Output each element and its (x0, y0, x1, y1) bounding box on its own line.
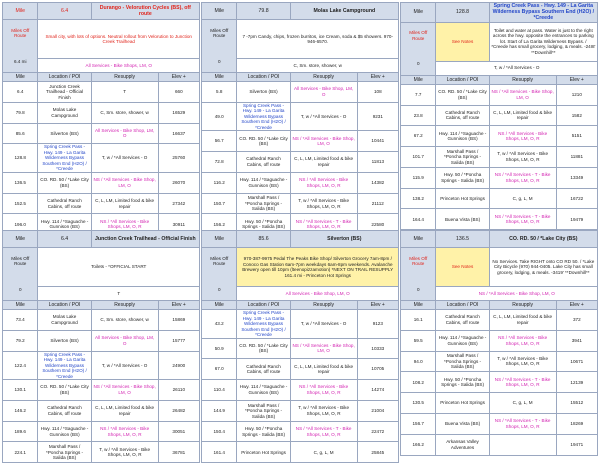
card-mile-value: 136.5 (436, 231, 489, 248)
table-row (3, 442, 200, 463)
row-mile: 128.8 (3, 144, 38, 173)
col-elev: Elev + (357, 73, 398, 82)
table-row (202, 442, 399, 463)
col-elev: Elev + (357, 301, 398, 310)
card-title: Molas Lake Campground (290, 3, 398, 20)
row-location: Cathedral Ranch Cabins, off route (38, 400, 91, 421)
table-row (401, 188, 598, 209)
row-mile: 150.7 (202, 193, 237, 214)
row-elev: 26110 (158, 380, 199, 401)
row-location: Cathedral Ranch Cabins, off route (436, 105, 489, 126)
row-resupply: T, w / *All Services - Bike Shops, LM, O, R (290, 400, 357, 421)
row-location: Spring Creek Pass - Hwy. 149 - La Garita Wilderness Bypass Southern End (H2O) / *Creede (237, 310, 290, 339)
row-mile: 144.9 (202, 400, 237, 421)
row-elev: 22472 (357, 421, 398, 442)
col-resupply: Resupply (91, 301, 158, 310)
miles-off-cell (202, 248, 237, 301)
row-location: Spring Creek Pass - Hwy. 149 - La Garita Wilderness Bypass Southern End (H2O) / *Creede (237, 102, 290, 131)
row-elev: 11813 (357, 152, 398, 173)
row-elev: 21112 (357, 193, 398, 214)
row-resupply: NS / *All Services - T - Bike Shops, LM, O, R (489, 209, 556, 230)
col-mile: Mile (401, 75, 436, 84)
card-mile-value: 85.6 (237, 231, 290, 248)
row-resupply: NS / *All Services - Bike Shops, LM, O, R (91, 421, 158, 442)
row-elev: 108 (357, 82, 398, 103)
table-row (202, 131, 399, 152)
row-elev: 10705 (357, 359, 398, 380)
row-location: Silverton (BS) (237, 82, 290, 103)
row-elev: 26070 (158, 172, 199, 193)
row-mile: 116.2 (202, 172, 237, 193)
miles-off-cell (401, 248, 436, 301)
row-resupply: All Services - Bike Shop, LM, O (91, 330, 158, 351)
row-elev: 12139 (556, 372, 597, 393)
row-location: Hwy. 50 / *Poncha Springs - Salida (BS) (436, 372, 489, 393)
row-location: Hwy. 50 / *Poncha Springs - Salida (BS) (436, 167, 489, 188)
table-row (401, 126, 598, 147)
table-row (3, 193, 200, 214)
row-mile: 7.7 (401, 84, 436, 105)
miles-off-value: 0 (217, 286, 221, 292)
row-resupply: NS / *All Services - Bike Shops, LM, O, R (489, 126, 556, 147)
row-resupply: NS / *All Services - Bike Shop, LM, O (91, 172, 158, 193)
notes-flag: See Notes (436, 248, 489, 287)
table-row (3, 351, 200, 380)
card-title: Spring Creek Pass - Hwy. 149 - La Garita Wilderness Bypass Southern End (H2O) / *Creede (489, 3, 597, 23)
card-mile-label: Mile (202, 3, 237, 20)
row-elev: 1210 (556, 84, 597, 105)
table-row (401, 413, 598, 434)
miles-off-value: 0 (416, 61, 420, 67)
row-mile: 67.0 (202, 359, 237, 380)
col-mile: Mile (401, 301, 436, 310)
row-location: Marshall Pass / *Poncha Springs - Salida (BS) (436, 147, 489, 168)
row-resupply: T, w / *All Services - Bike Shops, LM, O, R (489, 147, 556, 168)
row-elev: 13349 (556, 167, 597, 188)
row-resupply: C, g, L, M (489, 393, 556, 414)
row-location: Marshall Pass / *Poncha Springs - Salida (BS) (38, 442, 91, 463)
row-location: Marshall Pass / *Poncha Springs - Salida (BS) (237, 400, 290, 421)
row-mile: 136.5 (3, 172, 38, 193)
cue-table (400, 2, 598, 230)
table-row (3, 172, 200, 193)
row-mile: 50.9 (202, 338, 237, 359)
card-mile-label: Mile (3, 3, 38, 20)
row-mile: 130.1 (3, 380, 38, 401)
col-mile: Mile (3, 301, 38, 310)
row-resupply (489, 434, 556, 455)
row-resupply: NS / *All Services - Bike Shop, LM, O (489, 84, 556, 105)
row-mile: 156.2 (202, 214, 237, 235)
row-elev: 15869 (158, 310, 199, 331)
miles-off-label: Miles Off Route (210, 255, 229, 267)
row-mile: 108.2 (401, 372, 436, 393)
col-mile: Mile (202, 301, 237, 310)
table-row (3, 400, 200, 421)
notes-text: Toilet and water at pass. Water is just to the right across the hwy. opposite the entrances to parking lot. Start of La Garita Wilderness Bypass. / *Creede has small grocery, lodging, & meals. -24I8' **Downhill** (489, 22, 597, 61)
row-location: CO. RD. 50 / *Lake City (BS) (38, 172, 91, 193)
row-mile: 115.9 (401, 167, 436, 188)
row-mile: 73.4 (3, 310, 38, 331)
table-row (202, 338, 399, 359)
notes-text: Toilets - *OFFICIAL START (38, 248, 200, 287)
row-resupply: C, g, L, M (489, 188, 556, 209)
row-mile: 156.7 (401, 413, 436, 434)
row-location: Buena Vista (BS) (436, 209, 489, 230)
row-resupply: T, w / *All Services - O (290, 102, 357, 131)
miles-off-label: Miles Off Route (210, 27, 229, 39)
table-row (202, 421, 399, 442)
table-row (202, 172, 399, 193)
row-elev: 372 (556, 310, 597, 331)
table-row (401, 351, 598, 372)
row-location: Hwy. 50 / *Poncha Springs - Salida (BS) (237, 214, 290, 235)
row-resupply: T, w / *All Services - Bike Shops, LM, O, R (489, 351, 556, 372)
table-row (3, 123, 200, 144)
row-elev: 14274 (357, 380, 398, 401)
row-location: CO. RD. 50 / *Lake City (BS) (237, 338, 290, 359)
cue-card (201, 230, 399, 463)
notes-text: 7 -7pm Candy, chips, frozen burritos, ice Cream, soda & $5 showers. 970-946-6570. (237, 20, 399, 59)
row-location: Silverton (BS) (38, 123, 91, 144)
row-elev: 15777 (158, 330, 199, 351)
cue-table (201, 2, 399, 235)
row-elev: 25845 (357, 442, 398, 463)
row-location: Molas Lake Campground (38, 102, 91, 123)
table-row (202, 380, 399, 401)
col-location: Location / POI (38, 73, 91, 82)
card-mile-label: Mile (3, 231, 38, 248)
table-row (202, 152, 399, 173)
row-location: Hwy. 114 / *Saguache - Gunnison (BS) (436, 126, 489, 147)
row-resupply: C, Sm. store, shower, w (91, 310, 158, 331)
miles-off-cell (401, 22, 436, 75)
row-resupply: C, L, LM, Limited food & bike repair (290, 359, 357, 380)
row-resupply: NS / *All Services - T - Bike Shops, LM, O, R (290, 421, 357, 442)
row-mile: 94.0 (401, 351, 436, 372)
card-mile-value: 6.4 (38, 3, 91, 20)
miles-off-cell (3, 20, 38, 73)
row-elev: 27342 (158, 193, 199, 214)
row-location: Hwy. 114 / *Saguache - Gunnison (BS) (38, 421, 91, 442)
col-resupply: Resupply (489, 75, 556, 84)
row-location: Princeton Hot Springs (436, 188, 489, 209)
card-mile-label: Mile (202, 231, 237, 248)
row-location: Hwy. 114 / *Saguache - Gunnison (BS) (237, 172, 290, 193)
row-location: Marshall Pass / *Poncha Springs - Salida (BS) (436, 351, 489, 372)
row-elev: 16637 (158, 123, 199, 144)
row-location: Molas Lake Campground (38, 310, 91, 331)
cue-card (2, 230, 200, 463)
table-row (401, 434, 598, 455)
row-mile: 79.2 (3, 330, 38, 351)
notes-text: Small city, with lots of options. Neutral rollout from Velorution to Junction Creek Trailhead (38, 20, 200, 59)
row-resupply: NS / *All Services - Bike Shops, LM, O, R (489, 330, 556, 351)
row-mile: 6.4 (3, 82, 38, 103)
col-resupply: Resupply (91, 73, 158, 82)
miles-off-value: 0 (416, 286, 420, 292)
miles-off-cell (202, 20, 237, 73)
row-resupply: C, L, LM, Limited food & bike repair (290, 152, 357, 173)
row-mile: 5.8 (202, 82, 237, 103)
miles-off-label: Miles Off Route (11, 255, 30, 267)
row-mile: 110.4 (202, 380, 237, 401)
table-row (401, 167, 598, 188)
row-elev: 14382 (357, 172, 398, 193)
row-resupply: NS / *All Services - T - Bike Shops, LM, O, R (489, 413, 556, 434)
row-elev: 25760 (158, 144, 199, 173)
table-row (401, 330, 598, 351)
miles-off-cell (3, 248, 38, 301)
card-mile-value: 128.8 (436, 3, 489, 23)
resupply-summary: C, Sm. store, shower, w (237, 59, 399, 73)
row-mile: 152.5 (3, 193, 38, 214)
row-mile: 79.8 (3, 102, 38, 123)
row-location: Hwy. 114 / *Saguache - Gunnison (BS) (436, 330, 489, 351)
cue-table (400, 230, 598, 456)
row-location: Princeton Hot Springs (436, 393, 489, 414)
cue-table (2, 2, 200, 235)
miles-off-value: 0 (18, 286, 22, 292)
cue-card (400, 2, 598, 230)
miles-off-value: 6.4 mi (13, 58, 27, 64)
cue-card (2, 2, 200, 235)
table-row (202, 400, 399, 421)
row-resupply: T, w / *All Services - O (290, 310, 357, 339)
row-location: Hwy. 50 / *Poncha Springs - Salida (BS) (237, 421, 290, 442)
row-location: Arkansas Valley Adventures (436, 434, 489, 455)
row-resupply: NS / *All Services - Bike Shop, LM, O (290, 338, 357, 359)
col-elev: Elev + (556, 75, 597, 84)
row-location: Cathedral Ranch Cabins, off route (237, 152, 290, 173)
row-elev: 15512 (556, 393, 597, 414)
row-resupply: T, w / *All Services - Bike Shops, LM, O, R (91, 442, 158, 463)
resupply-summary: T, w / *All Services - O (436, 61, 598, 75)
table-row (3, 380, 200, 401)
table-row (3, 144, 200, 173)
row-elev: 30051 (158, 421, 199, 442)
miles-off-label: Miles Off Route (409, 30, 428, 41)
card-title: Junction Creek Trailhead - Official Finish (91, 231, 199, 248)
row-mile: 72.8 (202, 152, 237, 173)
row-resupply: NS / *All Services - Bike Shops, LM, O, R (91, 214, 158, 235)
col-location: Location / POI (237, 73, 290, 82)
row-elev: 9231 (357, 102, 398, 131)
row-elev: 11881 (556, 147, 597, 168)
col-location: Location / POI (237, 301, 290, 310)
row-resupply: T, w / *All Services - O (91, 351, 158, 380)
row-elev: 16529 (158, 102, 199, 123)
miles-off-value: 0 (217, 58, 221, 64)
col-location: Location / POI (38, 301, 91, 310)
row-elev: 9123 (357, 310, 398, 339)
row-resupply: T, w / *All Services - O (91, 144, 158, 173)
row-resupply: NS / *All Services - Bike Shops, LM, O, R (290, 380, 357, 401)
resupply-summary: NS / *All Services - Bike Shop, LM, O (436, 287, 598, 301)
table-row (3, 102, 200, 123)
row-elev: 36781 (158, 442, 199, 463)
row-elev: 21004 (357, 400, 398, 421)
row-elev: 1582 (556, 105, 597, 126)
miles-off-label: Miles Off Route (11, 27, 30, 39)
table-row (202, 102, 399, 131)
row-location: Cathedral Ranch Cabins, off route (436, 310, 489, 331)
table-row (401, 372, 598, 393)
card-mile-value: 79.8 (237, 3, 290, 20)
table-row (401, 310, 598, 331)
row-resupply: NS / *All Services - Bike Shop, LM, O (91, 380, 158, 401)
card-title: Durango - Velorution Cycles (BS), off route (91, 3, 199, 20)
row-mile: 224.1 (3, 442, 38, 463)
card-title: Silverton (BS) (290, 231, 398, 248)
row-resupply: All Services - Bike Shop, LM, O (91, 123, 158, 144)
row-mile: 56.7 (202, 131, 237, 152)
table-row (401, 209, 598, 230)
row-mile: 85.6 (3, 123, 38, 144)
row-resupply: C, L, LM, Limited food & bike repair (91, 400, 158, 421)
resupply-summary: All Services - Bike Shops, LM, O (38, 59, 200, 73)
card-mile-label: Mile (401, 3, 436, 23)
row-elev: 10333 (357, 338, 398, 359)
col-mile: Mile (202, 73, 237, 82)
row-resupply: All Services - Bike Shop, LM, O (290, 82, 357, 103)
row-location: Princeton Hot Springs (237, 442, 290, 463)
row-location: Cathedral Ranch Cabins, off route (237, 359, 290, 380)
table-row (202, 310, 399, 339)
table-row (401, 393, 598, 414)
row-location: Silverton (BS) (38, 330, 91, 351)
miles-off-label: Miles Off Route (409, 255, 428, 267)
row-elev: 24900 (158, 351, 199, 380)
row-location: CO. RD. 50 / *Lake City (BS) (237, 131, 290, 152)
cue-card (201, 2, 399, 235)
row-resupply: T, w / *All Services - Bike Shops, LM, O, R (290, 193, 357, 214)
col-resupply: Resupply (290, 73, 357, 82)
notes-text: 970-387-9975 Pedal The Peaks Bike Shop/ Silverton Grocery 7am-8pm / Conoco Gas Station 6am-7pm weekdays 6am-8pm weekends. Avalanche Brewery open till 10pm (lteenopizzamotion) *NEXT ON TRAIL RESUPPLY 161.4 mi - Princeton Hot Springs (237, 248, 399, 287)
row-location: Spring Creek Pass - Hwy. 149 - La Garita Wilderness Bypass Southern End (H2O) / *Creede (38, 351, 91, 380)
row-location: Marshall Pass / *Poncha Springs - Salida (BS) (237, 193, 290, 214)
table-row (3, 82, 200, 103)
row-mile: 138.2 (401, 188, 436, 209)
row-elev: 3941 (556, 330, 597, 351)
table-row (401, 105, 598, 126)
table-row (401, 84, 598, 105)
row-location: Hwy. 114 / *Saguache - Gunnison (BS) (38, 214, 91, 235)
row-resupply: C, Sm. store, shower, w (91, 102, 158, 123)
col-elev: Elev + (158, 301, 199, 310)
row-mile: 101.7 (401, 147, 436, 168)
row-mile: 166.2 (401, 434, 436, 455)
row-elev: 30911 (158, 214, 199, 235)
notes-flag: See Notes (436, 22, 489, 61)
row-elev: 10671 (556, 351, 597, 372)
card-mile-value: 6.4 (38, 231, 91, 248)
table-row (202, 359, 399, 380)
col-location: Location / POI (436, 75, 489, 84)
row-elev: 18269 (556, 413, 597, 434)
cue-card (400, 230, 598, 456)
row-resupply: T (91, 82, 158, 103)
row-elev: 5151 (556, 126, 597, 147)
col-resupply: Resupply (489, 301, 556, 310)
col-mile: Mile (3, 73, 38, 82)
row-resupply: NS / *All Services - T - Bike Shops, LM, O, R (290, 214, 357, 235)
row-elev: 16722 (556, 188, 597, 209)
col-location: Location / POI (436, 301, 489, 310)
row-elev: 19479 (556, 209, 597, 230)
table-row (3, 421, 200, 442)
resupply-summary: All Services - Bike Shop, LM, O (237, 287, 399, 301)
row-resupply: NS / *All Services - T - Bike Shops, LM, O, R (489, 167, 556, 188)
cue-table (201, 230, 399, 463)
row-location: Cathedral Ranch Cabins, off route (38, 193, 91, 214)
row-location: Junction Creek Trailhead - Official Finish (38, 82, 91, 103)
table-row (3, 310, 200, 331)
row-resupply: C, g, L, M (290, 442, 357, 463)
row-location: Hwy. 114 / *Saguache - Gunnison (BS) (237, 380, 290, 401)
row-resupply: NS / *All Services - Bike Shop, LM, O (290, 131, 357, 152)
col-elev: Elev + (556, 301, 597, 310)
card-title: CO. RD. 50 / *Lake City (BS) (489, 231, 597, 248)
row-elev: 660 (158, 82, 199, 103)
row-mile: 146.2 (3, 400, 38, 421)
row-location: CO. RD. 50 / *Lake City (BS) (38, 380, 91, 401)
row-mile: 161.4 (202, 442, 237, 463)
row-mile: 150.4 (202, 421, 237, 442)
row-location: CO. RD. 50 / *Lake City (BS) (436, 84, 489, 105)
row-mile: 43.2 (202, 310, 237, 339)
resupply-summary: T (38, 287, 200, 301)
row-resupply: C, L, LM, Limited food & bike repair (489, 105, 556, 126)
row-elev: 26482 (158, 400, 199, 421)
table-row (3, 330, 200, 351)
row-mile: 122.4 (3, 351, 38, 380)
row-elev: 10441 (357, 131, 398, 152)
card-mile-label: Mile (401, 231, 436, 248)
row-elev: 22580 (357, 214, 398, 235)
row-location: Buena Vista (BS) (436, 413, 489, 434)
row-mile: 164.4 (401, 209, 436, 230)
row-resupply: NS / *All Services - Bike Shops, LM, O, R (290, 172, 357, 193)
row-mile: 189.6 (3, 421, 38, 442)
row-mile: 130.5 (401, 393, 436, 414)
row-resupply: NS / *All Services - T - Bike Shops, LM, O, R (489, 372, 556, 393)
row-mile: 59.5 (401, 330, 436, 351)
row-location: Spring Creek Pass - Hwy. 149 - La Garita Wilderness Bypass Southern End (H2O) / *Creede (38, 144, 91, 173)
col-resupply: Resupply (290, 301, 357, 310)
row-mile: 67.2 (401, 126, 436, 147)
row-mile: 49.0 (202, 102, 237, 131)
row-mile: 23.8 (401, 105, 436, 126)
row-resupply: C, L, LM, Limited food & bike repair (489, 310, 556, 331)
table-row (202, 82, 399, 103)
cue-table (2, 230, 200, 463)
row-mile: 196.0 (3, 214, 38, 235)
table-row (202, 193, 399, 214)
table-row (401, 147, 598, 168)
row-mile: 16.1 (401, 310, 436, 331)
row-resupply: C, L, LM, Limited food & bike repair (91, 193, 158, 214)
col-elev: Elev + (158, 73, 199, 82)
row-elev: 19471 (556, 434, 597, 455)
notes-text: No Services. Take RIGHT onto CO RD 50. / *Lake City Bicycle (970) 944-0405. Lake City has small grocery, lodging, & meals. -3419' **Downhill** (489, 248, 597, 287)
